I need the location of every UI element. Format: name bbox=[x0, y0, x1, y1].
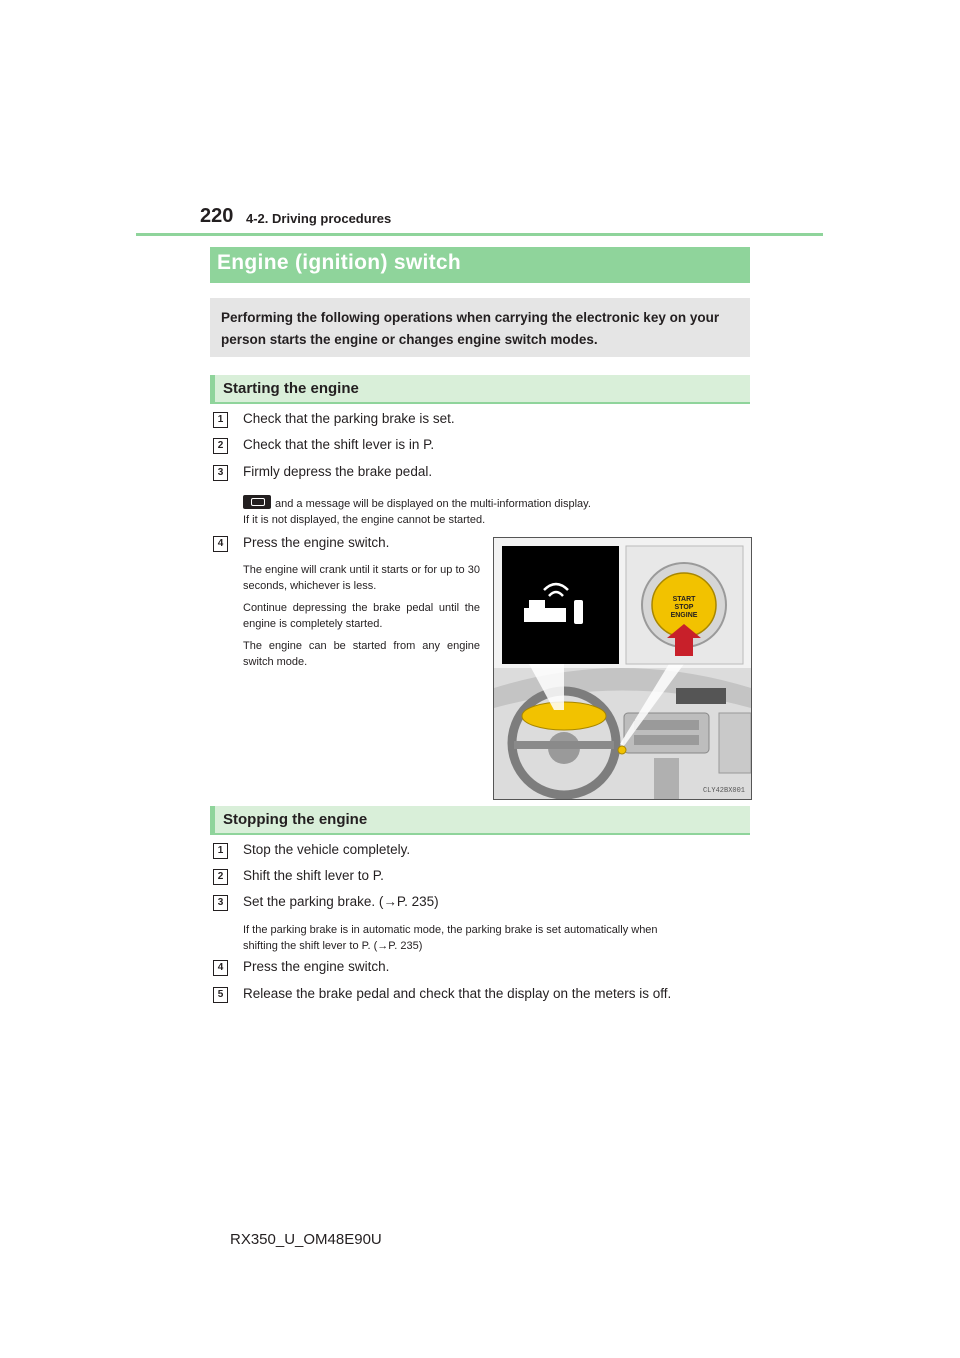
button-label-line: ENGINE bbox=[670, 612, 698, 619]
header-rule bbox=[136, 233, 823, 236]
step-text: Check that the parking brake is set. bbox=[243, 411, 455, 426]
step-text: Stop the vehicle completely. bbox=[243, 842, 411, 857]
button-label-line: STOP bbox=[674, 604, 694, 611]
page-title: Engine (ignition) switch bbox=[217, 251, 462, 274]
heading-edge bbox=[210, 375, 215, 404]
engine-switch-illustration bbox=[493, 537, 752, 800]
step-number: 2 bbox=[213, 869, 228, 885]
stopping-heading-bar bbox=[210, 806, 750, 835]
note-paragraph: The engine will crank until it starts or for up to 30 seconds, whichever is less. bbox=[243, 564, 480, 592]
step-number: 2 bbox=[213, 438, 228, 454]
figure-code: CLY42BX001 bbox=[702, 787, 745, 795]
page-number: 220 bbox=[200, 205, 234, 227]
step-number: 4 bbox=[213, 536, 228, 552]
step-text: Press the engine switch. bbox=[243, 535, 390, 550]
step-text: Check that the shift lever is in P. bbox=[243, 437, 435, 452]
note-paragraph: The engine can be started from any engine switch mode. bbox=[243, 640, 480, 668]
heading-edge bbox=[210, 806, 215, 835]
note-line: shifting the shift lever to P. (→P. 235) bbox=[243, 940, 423, 952]
note-line: If it is not displayed, the engine cannot be started. bbox=[243, 514, 486, 526]
step-number: 1 bbox=[213, 843, 228, 859]
start-stop-button-label bbox=[636, 596, 732, 620]
step-number: 1 bbox=[213, 412, 228, 428]
step-text: Firmly depress the brake pedal. bbox=[243, 464, 433, 479]
note-paragraph: Continue depressing the brake pedal until the engine is completely started. bbox=[243, 602, 480, 630]
title-bar bbox=[210, 247, 750, 283]
step3-note bbox=[243, 495, 591, 528]
step-number: 3 bbox=[213, 465, 228, 481]
section-title: 4-2. Driving procedures bbox=[246, 211, 392, 226]
note-line: and a message will be displayed on the multi-information display. bbox=[275, 498, 591, 510]
step-text: Release the brake pedal and check that the display on the meters is off. bbox=[243, 986, 672, 1001]
intro-box bbox=[210, 298, 750, 357]
step-number: 4 bbox=[213, 960, 228, 976]
stopping-heading: Stopping the engine bbox=[223, 811, 368, 828]
starting-heading: Starting the engine bbox=[223, 380, 359, 397]
stop-step3-note bbox=[243, 922, 658, 954]
step-text: Press the engine switch. bbox=[243, 959, 390, 974]
starting-heading-bar bbox=[210, 375, 750, 404]
intro-text: Performing the following operations when carrying the electronic key on your person starts the engine or changes engine switch modes. bbox=[221, 310, 720, 347]
step-number: 3 bbox=[213, 895, 228, 911]
button-label-line: START bbox=[672, 596, 696, 603]
step-text: Shift the shift lever to P. bbox=[243, 868, 384, 883]
dashboard-drawing bbox=[494, 538, 751, 799]
note-line: If the parking brake is in automatic mode, the parking brake is set automatically when bbox=[243, 924, 658, 936]
step-text: Set the parking brake. (→P. 235) bbox=[243, 894, 439, 909]
smart-key-indicator-icon bbox=[243, 495, 271, 509]
step-number: 5 bbox=[213, 987, 228, 1003]
step4-note bbox=[243, 562, 480, 670]
document-code: RX350_U_OM48E90U bbox=[230, 1231, 382, 1248]
